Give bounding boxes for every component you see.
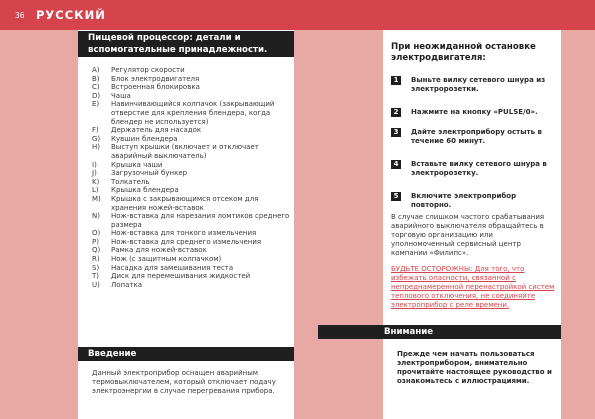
list-item: I) Крышка чаши [92,160,163,169]
list-item: M) Крышка с закрывающимся отсеком для хранения ножей-вставок [92,194,259,212]
step-text: Нажмите на кнопку «PULSE/0». [411,108,538,116]
list-item: E) Навинчивающийся колпачок (закрывающий отверстие для крепления блендера, когда блендер не используется) [92,100,275,126]
list-item: B) Блок электродвигателя [92,74,200,83]
list-item: F) Держатель для насадок [92,126,202,135]
step-1 [391,76,556,94]
list-item: K) Толкатель [92,177,150,186]
list-item: A) Регулятор скорости [92,66,185,74]
list-item: L) Крышка блендера [92,186,179,195]
caution-text: БУДЬТЕ ОСТОРОЖНЫ: Для того, что избежать опасности, связанной с непреднамеренной перенастройкой систем теплового отключения, не соединяйте электроприбор с реле времени. [391,265,555,309]
processor-section-heading: Пищевой процессор: детали и вспомогательные принадлежности. [78,31,294,57]
step-number: 5 [391,192,401,201]
step-number: 1 [391,76,401,85]
list-item: J) Загрузочный бункер [92,169,188,178]
list-item: N) Нож-вставка для нарезания ломтиков среднего размера [92,212,290,229]
intro-text: Данный электроприбор оснащен аварийным термовыключателем, который отключает подачу электроэнергии в случае перегревания прибора. [92,369,276,395]
step-2 [391,108,556,117]
step-number: 2 [391,108,401,117]
list-item: H) Выступ крышки (включает и отключает аварийный выключатель) [92,143,259,160]
language-title: РУССКИЙ [36,8,106,22]
page-number: 36 [15,11,25,20]
list-item: G) Кувшин блендера [92,134,178,143]
parts-list [92,66,292,289]
service-text: В случае слишком частого срабатывания аварийного выключателя обращайтесь в торговую организацию или уполномоченный сервисный центр компании «Филипс». [391,213,545,257]
step-4 [391,160,556,178]
list-item: C) Встроенная блокировка [92,83,200,92]
step-text: Дайте электроприбору остыть в течение 60 минут. [411,128,542,145]
list-item: P) Нож-вставка для среднего измельчения [92,237,262,246]
list-item: R) Нож (с защитным колпачком) [92,255,222,264]
list-item: D) Чаша [92,91,131,100]
step-number: 4 [391,160,401,169]
list-item: T) Диск для перемешивания жидкостей [92,272,251,281]
step-text: Вставьте вилку сетевого шнура в электророзетку. [411,160,547,177]
list-item: O) Нож-вставка для тонкого измельчения [92,229,257,238]
stop-section-heading: При неожиданной остановке электродвигателя: [391,42,536,63]
header-bar [0,0,595,30]
warning-section-heading: Внимание [318,325,561,339]
list-item: S) Насадка для замешивания теста [92,263,234,272]
step-text: Включите электроприбор повторно. [411,192,517,209]
step-5 [391,192,556,210]
step-text: Выньте вилку сетевого шнура из электророзетки. [411,76,546,93]
list-item: U) Лопатка [92,280,143,289]
step-number: 3 [391,128,401,137]
list-item: Q) Рамка для ножей-вставок [92,246,207,255]
intro-section-heading: Введение [78,347,294,361]
step-3 [391,128,556,146]
warning-text: Прежде чем начать пользоваться электроприбором, внимательно прочитайте настоящее руководство и ознакомьтесь с иллюстрациями. [397,350,552,385]
